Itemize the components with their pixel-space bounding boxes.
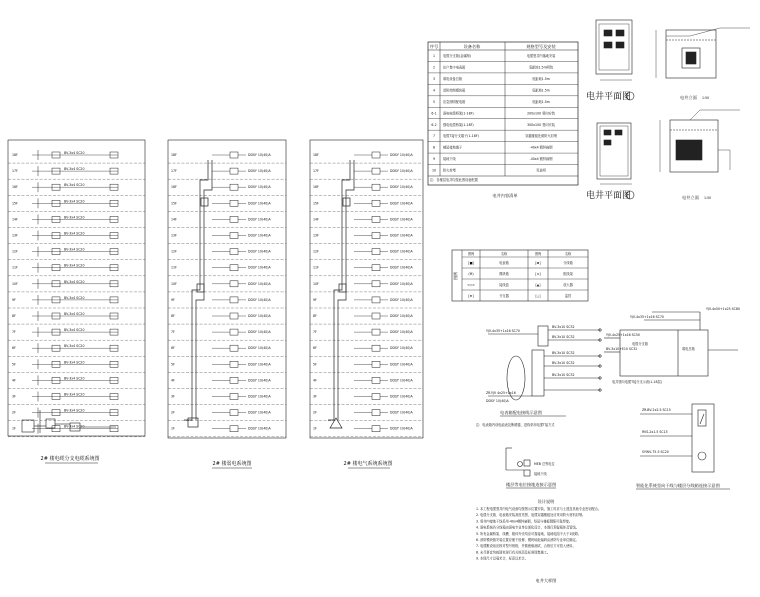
conn-label-5: BV-3x10 SC32	[552, 361, 575, 365]
conn-label-6: BV-3x10 SC32	[552, 373, 575, 377]
meter-spec: DDSY 10(40)A	[248, 233, 271, 238]
riser-3-floor-row	[310, 394, 423, 405]
floor-label: 9F	[171, 297, 175, 302]
right-box-label-1: 电缆分支箱	[632, 342, 648, 346]
grounding-title: 楼层等电位接地连接示意图	[506, 482, 557, 487]
meter-spec: DDSY 10(40)A	[390, 297, 413, 302]
table-row	[428, 73, 578, 81]
connection-note: 注：电表箱内设电能表及断路器，进线采用电缆T接方式	[476, 423, 555, 427]
floor-label: 5F	[313, 362, 317, 367]
floor-label: 10F	[313, 281, 319, 286]
symbol-icon: [⊕]	[468, 294, 474, 298]
floor-label: 4F	[171, 378, 175, 383]
floor-label: 11F	[171, 265, 177, 270]
floor-label: 8F	[171, 314, 175, 318]
circuit-spec: BV-3x4 SC20	[64, 183, 85, 188]
table-title: 电井内容清单	[492, 193, 518, 198]
riser-1-floor-row	[8, 311, 145, 324]
conn-label-1: YJV-4x35+1x16 SC70	[486, 329, 520, 333]
floor-label: 1F	[171, 426, 175, 431]
floor-label: 12F	[171, 249, 177, 254]
riser-2-floor-row	[168, 184, 286, 195]
riser-3-floor-row	[310, 152, 423, 163]
conn-label-2: BV-3x10 SC32	[552, 325, 575, 329]
floor-label: 10F	[171, 281, 177, 286]
floor-label: 11F	[313, 265, 319, 270]
riser-2-floor-row	[168, 249, 286, 260]
floor-label: 12F	[313, 249, 319, 254]
floor-label: 16F	[313, 185, 319, 190]
circuit-spec: BV-3x4 SC20	[64, 199, 85, 204]
table-cell-spec: 底距地1.5m	[532, 88, 550, 93]
riser-1-floor-row	[8, 214, 145, 227]
circuit-spec: BV-3x4 SC20	[64, 392, 85, 397]
meter-spec: DDSY 10(40)A	[248, 346, 271, 351]
riser-1-floor-row	[8, 327, 145, 340]
circuit-spec: BV-3x4 SC20	[64, 408, 85, 413]
table-cell-name: 应急照明配电箱	[443, 99, 466, 104]
riser-diagram-3	[310, 140, 423, 468]
riser-3-floor-row	[310, 345, 423, 356]
meter-box-connection-diagram	[488, 326, 601, 400]
floor-label: 1F	[12, 426, 16, 431]
table-cell-name: 弱电设备总箱	[443, 76, 463, 81]
riser-2-floor-row	[168, 152, 286, 163]
meter-spec: DDSY 10(40)A	[390, 314, 413, 318]
floor-label: 3F	[313, 394, 317, 399]
circuit-spec: BV-3x4 SC20	[64, 151, 85, 155]
symbol-name: 模块箱	[499, 272, 509, 276]
riser-3-floor-row	[310, 281, 423, 292]
riser-3-floor-row	[310, 265, 423, 276]
riser-1-floor-row	[8, 198, 145, 211]
riser-3-floor-row	[310, 361, 423, 372]
riser-3-floor-row	[310, 233, 423, 244]
circuit-spec: BV-3x4 SC20	[64, 231, 85, 236]
riser-2-floor-row	[168, 200, 286, 211]
floor-label: 17F	[171, 169, 177, 174]
floor-label: 11F	[12, 265, 18, 270]
floor-label: 13F	[313, 233, 319, 238]
meter-spec: DDSY 10(40)A	[248, 217, 271, 222]
table-cell-no: 9	[432, 157, 436, 162]
table-cell-no: 7	[432, 134, 436, 139]
riser-1-floor-row	[8, 295, 145, 308]
symbol-icon: [■]	[468, 261, 474, 265]
note-line: 9. 本图尺寸以毫米计，标高以米计。	[476, 556, 528, 561]
note-line: 6. 消防模块箱安装位置应便于检修，模块地址编码由消防专业单位确定。	[476, 538, 579, 542]
table-row	[428, 130, 578, 138]
riser-1-floor-row	[8, 182, 145, 195]
right-bottom-title: 智能化系统竖向干线与楼层分线箱连接示意图	[636, 483, 720, 488]
floor-label: 14F	[171, 217, 177, 222]
floor-label: 13F	[171, 233, 177, 238]
riser-1-floor-row	[8, 231, 145, 244]
riser-2-floor-row	[168, 345, 286, 356]
floor-label: 7F	[171, 330, 175, 335]
meter-spec: DDSY 10(40)A	[248, 378, 271, 383]
floor-label: 8F	[12, 314, 16, 318]
floor-label: 6F	[313, 346, 317, 351]
symbol-name: 放大器	[563, 283, 573, 287]
symbol-icon: [▲]	[535, 283, 541, 287]
note-line: 7. 电缆敷设前应核对型号规格，并做绝缘测试，合格后方可投入使用。	[476, 544, 576, 549]
riser-3-floor-row	[310, 216, 423, 227]
table-cell-no: 1	[432, 54, 436, 59]
table-cell-spec: 穿越楼板处做防火封堵	[525, 134, 557, 139]
meter-spec: DDSY 10(40)A	[390, 201, 413, 206]
meter-spec: DDSY 10(40)A	[248, 297, 271, 302]
riser-1-floor-row	[8, 424, 145, 437]
riser-2-floor-row	[168, 168, 286, 179]
table-cell-no: 8	[432, 145, 436, 150]
meter-spec: DDSY 10(40)A	[390, 281, 413, 286]
symbol-header-4: 名称	[564, 252, 572, 256]
floor-label: 16F	[171, 185, 177, 190]
table-cell-no: 4	[432, 88, 436, 93]
meter-spec: DDSY 10(40)A	[248, 265, 271, 270]
note-line: 2. 电缆分支箱、电表箱安装高度见图，电缆穿越楼板处应采用防火材料封堵。	[476, 513, 586, 518]
right-top-label-2: YJV-4x35+1x16 SC70	[630, 315, 664, 319]
table-cell-spec: 300x100 竖向安装	[527, 122, 555, 127]
right-bottom-label-1: ZR-BV-2x2.5 SC15	[642, 408, 671, 412]
table-cell-spec: -40x4 镀锌扁钢	[529, 157, 553, 162]
meter-spec: DDSY 10(40)A	[248, 249, 271, 254]
symbol-icon: (M)	[468, 272, 474, 276]
table-cell-name: 弱电电缆桥架(1-18F)	[443, 111, 474, 116]
symbol-name: 电表箱	[499, 261, 509, 265]
note-line: 1. 本工程电缆竖井内电气设备均按图示位置安装，施工时应与土建及其他专业密切配合。	[476, 507, 602, 511]
riser-1-floor-row	[8, 150, 145, 163]
riser-1-title: 2# 楼电缆分支电缆系统图	[40, 456, 100, 462]
floor-label: 17F	[313, 169, 319, 174]
riser-1-floor-row	[8, 166, 145, 179]
conn-label-8: DDSY 10(40)A	[486, 399, 509, 403]
table-header-spec: 规格型号及安装	[526, 44, 556, 49]
meter-spec: DDSY 10(40)A	[390, 185, 413, 190]
symbol-name: 分线箱	[563, 261, 573, 265]
riser-3-floor-row	[310, 200, 423, 211]
floor-label: 15F	[171, 201, 177, 206]
floor-label: 12F	[12, 249, 18, 254]
right-bottom-label-2: RVS-2x1.5 SC15	[642, 430, 668, 434]
riser-1-floor-row	[8, 263, 145, 276]
meter-spec: DDSY 10(40)A	[248, 185, 271, 190]
meter-spec: DDSY 10(40)A	[390, 249, 413, 254]
circuit-spec: BV-3x4 SC20	[64, 424, 85, 429]
riser-3-floor-row	[310, 184, 423, 195]
meter-spec: DDSY 10(40)A	[390, 330, 413, 335]
floor-label: 6F	[12, 346, 16, 351]
riser-3-floor-row	[310, 297, 423, 308]
circuit-spec: BV-3x4 SC20	[64, 247, 85, 252]
right-top-label-3: YJV-4x25+1x16 SC50	[606, 333, 640, 337]
table-cell-spec: 电缆竖井内落地安装	[526, 54, 556, 59]
right-box-label-3: 电井竖向电缆T接分支示意(1-18层)	[612, 380, 662, 384]
meter-spec: DDSY 10(40)A	[248, 330, 271, 335]
floor-label: 9F	[313, 297, 317, 302]
notes-title: 设计说明	[537, 499, 555, 504]
floor-label: 18F	[12, 153, 18, 157]
symbol-side-label: 图例	[453, 271, 458, 281]
circuit-spec: BV-3x4 SC20	[64, 215, 85, 220]
note-line: 3. 竖井内接地干线采用-40x4镀锌扁钢，每层与楼板钢筋可靠焊接。	[476, 519, 573, 524]
floor-label: 4F	[313, 378, 317, 383]
riser-3-floor-row	[310, 313, 423, 324]
note-line: 5. 所有金属桥架、线槽、箱体外壳均应可靠接地，接地电阻不大于1欧姆。	[476, 531, 581, 536]
table-row	[428, 84, 578, 92]
symbol-icon: [⊠]	[535, 261, 541, 265]
design-notes	[476, 506, 601, 561]
circuit-spec: BV-3x4 SC20	[64, 263, 85, 268]
riser-2-trunk	[184, 160, 212, 427]
meter-spec: DDSY 10(40)A	[390, 394, 413, 399]
meter-spec: DDSY 10(40)A	[248, 394, 271, 399]
riser-3-title: 2# 楼电气系统系统图	[343, 461, 393, 467]
meter-spec: DDSY 10(40)A	[390, 426, 413, 431]
riser-2-floor-row	[168, 281, 286, 292]
table-row	[428, 142, 578, 150]
riser-3-floor-row	[310, 426, 423, 437]
table-row	[428, 96, 578, 104]
cable-branch-schematic	[604, 312, 738, 376]
floor-label: 3F	[12, 394, 16, 399]
meter-spec: DDSY 10(40)A	[390, 378, 413, 383]
symbol-row	[462, 279, 588, 287]
floor-label: 7F	[313, 330, 317, 335]
riser-2-floor-row	[168, 216, 286, 227]
note-line: 4. 弱电系统各分线箱由弱电专业单位深化设计，本图仅预留箱体及管线。	[476, 525, 579, 530]
right-top-label-4: BV-3x10+E10 SC32	[606, 347, 638, 351]
table-cell-spec: 底距地1.5m	[532, 99, 550, 104]
table-cell-name: 强电电缆桥架(1-18F)	[443, 122, 474, 127]
symbol-row	[462, 290, 588, 298]
circuit-spec: BV-3x4 SC20	[64, 376, 85, 381]
meter-spec: DDSY 10(40)A	[390, 153, 413, 157]
riser-2-floor-row	[168, 233, 286, 244]
right-box-label-2: 弱电总箱	[682, 347, 695, 351]
table-cell-spec: 见说明	[536, 168, 546, 173]
floor-label: 5F	[171, 362, 175, 367]
table-note: 注：各楼层电井均按此图设备配置	[430, 178, 478, 182]
circuit-spec: BV-3x4 SC20	[64, 295, 85, 300]
elevation-1-title: 电井立面	[680, 95, 697, 100]
table-row	[428, 119, 578, 127]
meter-spec: DDSY 10(40)A	[248, 314, 271, 318]
table-row	[428, 165, 578, 173]
floor-label: 5F	[12, 362, 16, 367]
floor-label: 1F	[313, 426, 317, 431]
right-bottom-label-3: SYWV-75-5 SC20	[642, 450, 669, 454]
floor-label: 7F	[12, 330, 16, 335]
floor-label: 15F	[313, 201, 319, 206]
riser-2-title: 2# 楼弱电系统图	[212, 461, 252, 467]
symbol-legend-table	[452, 250, 588, 301]
table-row	[428, 61, 578, 69]
riser-3-trunk	[328, 160, 354, 428]
table-cell-name: 住户集中电表箱	[443, 65, 466, 70]
conn-label-7: ZR-YJV 4x25+1x16	[486, 391, 516, 395]
table-cell-spec: 底距地1.5m明装	[528, 65, 554, 70]
shaft-plans	[596, 20, 750, 184]
sheet-title: 电井大样图	[535, 578, 557, 583]
riser-diagram-2	[168, 140, 286, 468]
floor-label: 6F	[171, 346, 175, 351]
riser-2-floor-row	[168, 426, 286, 437]
circuit-spec: BV-3x4 SC20	[64, 344, 85, 349]
riser-3-floor-row	[310, 168, 423, 179]
table-cell-no: 5	[432, 99, 436, 104]
riser-1-incoming-panel	[22, 410, 116, 433]
meter-spec: DDSY 10(40)A	[248, 169, 271, 174]
floor-label: 10F	[12, 281, 18, 286]
meter-spec: DDSY 10(40)A	[390, 346, 413, 351]
table-cell-name: 电缆T接分支端子(1-18F)	[443, 134, 479, 139]
connection-title: 电表箱配电接线示意图	[500, 410, 542, 415]
table-cell-spec: -40x4 镀锌扁钢	[529, 145, 553, 150]
riser-3-floor-row	[310, 329, 423, 340]
symbol-name: 分支器	[499, 294, 509, 298]
symbol-header-2: 名称	[500, 252, 508, 256]
riser-3-floor-row	[310, 377, 423, 388]
table-cell-name: 接地干线	[443, 157, 456, 162]
floor-label: 2F	[171, 410, 175, 415]
floor-label: 13F	[12, 233, 18, 238]
riser-2-floor-row	[168, 265, 286, 276]
circuit-spec: BV-3x4 SC20	[64, 328, 85, 333]
table-header-no: 序号	[429, 44, 439, 49]
plan-1-title: 电井平面图	[586, 92, 632, 102]
floor-label: 8F	[313, 314, 317, 318]
circuit-spec: BV-3x4 SC20	[64, 312, 85, 316]
table-cell-name: 防火封堵	[443, 168, 456, 173]
circuit-spec: BV-3x4 SC20	[64, 360, 85, 365]
riser-1-floor-row	[8, 359, 145, 372]
riser-2-floor-row	[168, 329, 286, 340]
riser-3-floor-row	[310, 410, 423, 421]
table-cell-no: 3	[432, 76, 436, 81]
meter-spec: DDSY 10(40)A	[390, 265, 413, 270]
note-line: 8. 未尽事宜均按国家现行有关规范及标准图集施工。	[476, 550, 551, 555]
elevation-2-title: 电井立面	[682, 195, 699, 200]
table-cell-spec: 200x100 竖向安装	[527, 111, 555, 116]
riser-1-floor-row	[8, 343, 145, 356]
elevation-1-scale: 1:50	[702, 96, 710, 100]
floor-label: 4F	[12, 378, 16, 383]
table-cell-name: 楼层接地端子	[443, 145, 463, 150]
meter-spec: DDSY 10(40)A	[248, 410, 271, 415]
riser-1-floor-row	[8, 408, 145, 421]
table-cell-no: 2	[432, 65, 436, 70]
riser-2-floor-row	[168, 361, 286, 372]
meter-spec: DDSY 10(40)A	[390, 233, 413, 238]
riser-1-floor-row	[8, 279, 145, 292]
floor-label: 16F	[12, 185, 18, 190]
symbol-icon: <◇>	[467, 283, 475, 287]
table-row	[428, 107, 578, 115]
symbol-row	[462, 257, 588, 265]
equipment-list-table	[428, 42, 578, 199]
table-row	[433, 53, 556, 58]
grounding-label-2: 接地干线	[534, 472, 547, 476]
meter-spec: DDSY 10(40)A	[390, 169, 413, 174]
table-row	[428, 153, 578, 161]
riser-1-floor-row	[8, 247, 145, 260]
symbol-name: 配线架	[563, 272, 573, 276]
meter-spec: DDSY 10(40)A	[390, 217, 413, 222]
symbol-name: 监控	[564, 294, 572, 298]
floor-label: 17F	[12, 169, 18, 174]
meter-spec: DDSY 10(40)A	[248, 281, 271, 286]
riser-1-floor-row	[8, 392, 145, 405]
symbol-icon: [≡]	[535, 272, 541, 276]
riser-2-floor-row	[168, 377, 286, 388]
floor-label: 14F	[12, 217, 18, 222]
riser-diagram-1	[8, 140, 145, 463]
symbol-row	[462, 268, 588, 276]
floor-label: 9F	[12, 297, 16, 302]
meter-spec: DDSY 10(40)A	[390, 410, 413, 415]
meter-spec: DDSY 10(40)A	[248, 201, 271, 206]
grounding-label-1: MEB 总等电位	[534, 462, 555, 466]
riser-2-floor-row	[168, 410, 286, 421]
symbol-name: 接线盒	[499, 283, 509, 287]
grounding-diagram	[506, 448, 530, 476]
floor-label: 2F	[12, 410, 16, 415]
circuit-spec: BV-3x4 SC20	[64, 167, 85, 172]
table-cell-spec: 底距地1.5m	[532, 76, 550, 81]
symbol-header-1: 图例	[467, 252, 475, 256]
table-cell-name: 消防控制模块箱	[443, 88, 466, 93]
symbol-header-3: 图例	[534, 252, 542, 256]
table-header-name: 设备名称	[463, 44, 481, 49]
riser-1-floor-row	[8, 375, 145, 388]
table-cell-no: 6-2	[431, 122, 437, 127]
table-cell-name: 电缆分支箱(金属制)	[443, 54, 471, 59]
riser-2-floor-row	[168, 313, 286, 324]
floor-label: 18F	[171, 153, 177, 157]
plan-2-title: 电井平面图	[586, 191, 632, 201]
meter-spec: DDSY 10(40)A	[248, 426, 271, 431]
floor-label: 2F	[313, 410, 317, 415]
meter-spec: DDSY 10(40)A	[248, 153, 271, 157]
circuit-spec: BV-3x4 SC20	[64, 279, 85, 284]
conn-label-4: BV-3x10 SC32	[552, 351, 575, 355]
right-top-label-1: YJV-4x50+1x25 SC80	[706, 307, 740, 311]
floor-label: 15F	[12, 201, 18, 206]
table-cell-no: 10	[431, 168, 437, 173]
intelligent-system-schematic	[640, 404, 714, 472]
riser-3-floor-row	[310, 249, 423, 260]
floor-label: 3F	[171, 394, 175, 399]
floor-label: 14F	[313, 217, 319, 222]
meter-spec: DDSY 10(40)A	[390, 362, 413, 367]
floor-label: 18F	[313, 153, 319, 157]
riser-2-floor-row	[168, 297, 286, 308]
meter-spec: DDSY 10(40)A	[248, 362, 271, 367]
conn-label-3: BV-3x10 SC32	[552, 335, 575, 339]
table-cell-no: 6-1	[431, 111, 437, 116]
elevation-2-scale: 1:50	[704, 196, 712, 200]
riser-2-floor-row	[168, 394, 286, 405]
symbol-icon: [△]	[535, 294, 541, 298]
